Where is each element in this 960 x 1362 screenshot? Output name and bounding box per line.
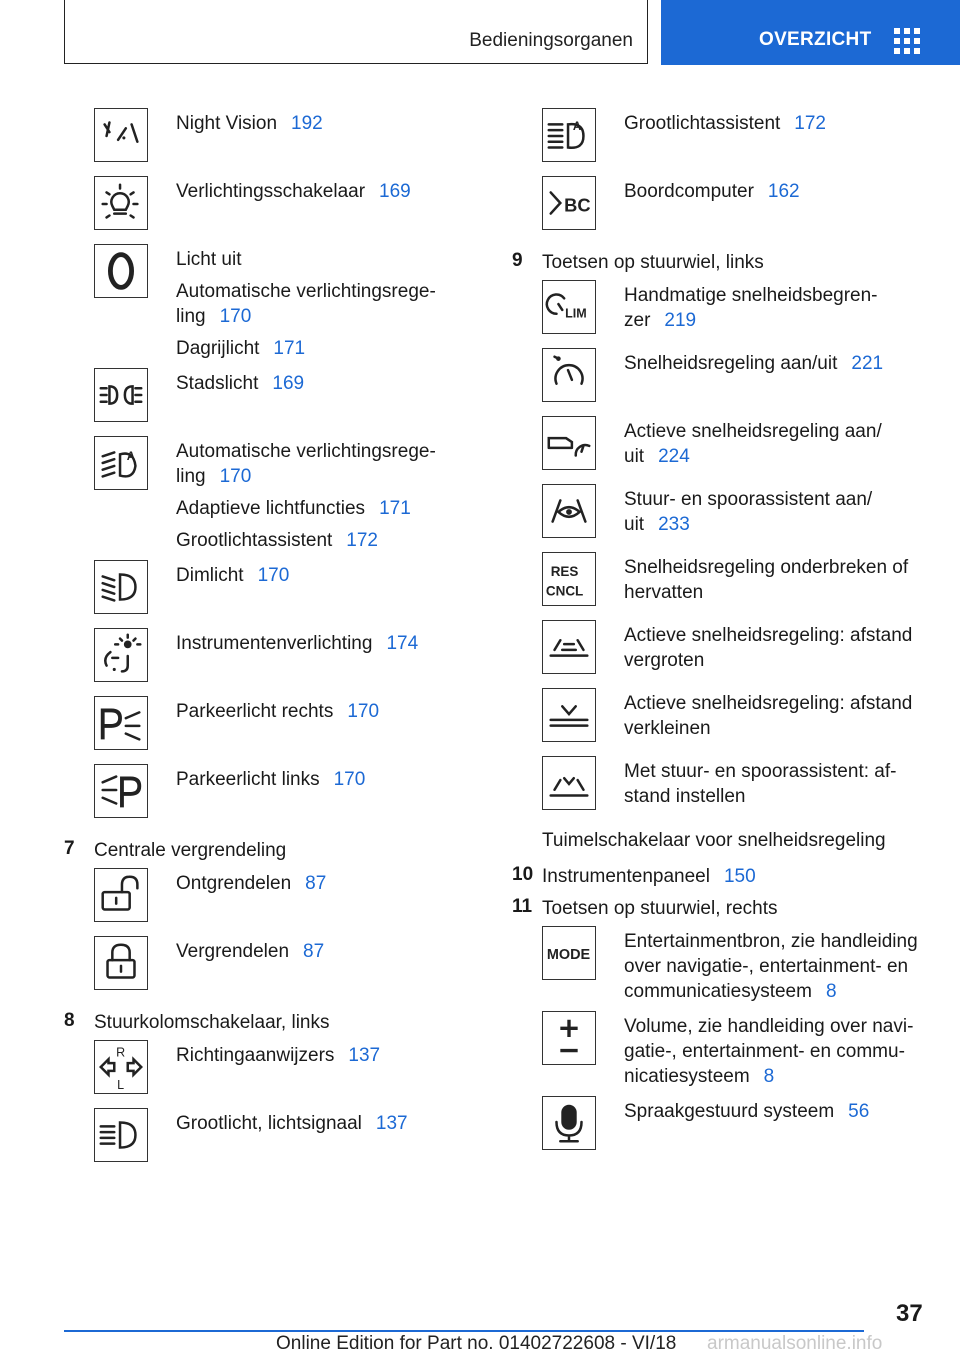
item-automatische-verlichtingsrege-ling — [176, 439, 454, 489]
left-column — [64, 108, 454, 1176]
light-switch-icon — [94, 176, 148, 230]
item-spraakgestuurd-systeem — [624, 1099, 869, 1124]
lane-assist-icon — [542, 484, 596, 538]
item-volume-zie-handleiding-over-navi-gatie-entertainment-en-commu-nicatiesysteem — [624, 1014, 932, 1089]
item-text — [624, 416, 932, 484]
item-text — [624, 688, 932, 756]
item-parkeerlicht-rechts — [176, 699, 379, 724]
page-reference[interactable]: 137 — [375, 1113, 408, 1134]
page-reference[interactable]: 170 — [219, 466, 252, 487]
item-text — [176, 1108, 408, 1176]
item-text — [624, 620, 932, 688]
item-label: Grootlichtassistent — [624, 113, 781, 134]
page-reference[interactable]: 219 — [664, 310, 697, 331]
board-computer-icon — [542, 176, 596, 230]
item-licht-uit — [176, 247, 454, 272]
item-label: Adaptieve lichtfuncties — [176, 498, 366, 519]
page-reference[interactable]: 137 — [348, 1045, 381, 1066]
page-reference[interactable]: 8 — [825, 981, 837, 1002]
parking-light-left-icon — [94, 764, 148, 818]
svg-text:BC: BC — [564, 194, 591, 216]
item-label: Verlichtingsschakelaar — [176, 181, 366, 202]
item-stadslicht — [176, 371, 304, 396]
active-cruise-icon — [542, 416, 596, 470]
page-reference[interactable]: 221 — [851, 353, 884, 374]
item-text — [176, 436, 454, 560]
item-label: Snelheidsregeling onderbreken of hervatten — [624, 557, 909, 603]
svg-text:R: R — [116, 1045, 126, 1060]
item-text — [176, 764, 365, 832]
section-title: Bedieningsorganen — [469, 30, 633, 51]
item-row — [94, 936, 454, 1004]
item-label: Stuur- en spoorassistent aan/ uit — [624, 489, 873, 535]
page-reference[interactable]: 87 — [305, 873, 327, 894]
item-text — [624, 280, 932, 348]
item-entertainmentbron-zie-handleiding-over-navigatie-entertainment-en-communicatiesysteem — [624, 929, 932, 1004]
page-reference[interactable]: 169 — [272, 373, 305, 394]
section-title: Centrale vergrendeling — [94, 840, 287, 861]
item-label: Grootlicht, lichtsignaal — [176, 1113, 362, 1134]
item-text — [624, 484, 932, 552]
watermark: armanualsonline.info — [707, 1333, 883, 1354]
item-text — [624, 552, 932, 620]
item-text — [176, 244, 454, 368]
overview-tab-label: OVERZICHT — [759, 29, 872, 50]
parking-lights-icon — [94, 368, 148, 422]
auto-headlight-icon — [94, 436, 148, 490]
item-row — [542, 1096, 932, 1164]
section-number: 8 — [64, 1010, 75, 1031]
section-8 — [64, 1010, 454, 1040]
voice-control-icon — [542, 1096, 596, 1150]
item-verlichtingsschakelaar — [176, 179, 411, 204]
section-7 — [64, 838, 454, 868]
item-row — [94, 108, 454, 176]
item-row — [94, 1108, 454, 1176]
mode-icon — [542, 926, 596, 980]
lock-icon — [94, 936, 148, 990]
page-reference[interactable]: 150 — [723, 866, 756, 887]
item-text — [624, 756, 932, 824]
item-text — [624, 1011, 932, 1096]
item-row — [542, 926, 932, 1011]
svg-text:RES: RES — [550, 564, 579, 580]
page-reference[interactable]: 87 — [303, 941, 325, 962]
page-reference[interactable]: 172 — [794, 113, 826, 134]
item-label: Richtingaanwijzers — [176, 1045, 335, 1066]
page-reference[interactable]: 8 — [763, 1066, 775, 1087]
rocker-switch-text: Tuimelschakelaar voor snelheidsregeling — [542, 830, 886, 851]
item-label: Spraakgestuurd systeem — [624, 1101, 835, 1122]
item-label: Dagrijlicht — [176, 338, 260, 359]
section-title: Toetsen op stuurwiel, rechts — [542, 898, 778, 919]
item-grootlicht-lichtsignaal — [176, 1111, 408, 1136]
header-section-box — [64, 0, 648, 64]
distance-set-icon — [542, 756, 596, 810]
item-text — [176, 936, 324, 1004]
item-row — [542, 176, 932, 244]
item-text — [624, 1096, 869, 1164]
item-label: Grootlichtassistent — [176, 530, 333, 551]
svg-text:MODE: MODE — [546, 946, 591, 963]
right-column — [512, 108, 932, 1164]
item-label: Vergrendelen — [176, 941, 290, 962]
item-text — [176, 1040, 380, 1108]
item-actieve-snelheidsregeling-afstand-verkleinen — [624, 691, 932, 741]
item-row — [542, 484, 932, 552]
section-number: 11 — [512, 896, 533, 917]
high-beam-icon — [94, 1108, 148, 1162]
item-parkeerlicht-links — [176, 767, 365, 792]
svg-text:A: A — [126, 451, 136, 464]
parking-light-right-icon — [94, 696, 148, 750]
item-grootlichtassistent — [176, 528, 454, 553]
item-boordcomputer — [624, 179, 800, 204]
item-label: Night Vision — [176, 113, 278, 134]
item-adaptieve-lichtfuncties — [176, 496, 454, 521]
item-grootlichtassistent — [624, 111, 826, 136]
item-row — [94, 868, 454, 936]
item-dagrijlicht — [176, 336, 454, 361]
page-reference[interactable]: 171 — [379, 498, 411, 519]
instrument-lighting-icon — [94, 628, 148, 682]
item-handmatige-snelheidsbegren-zer — [624, 283, 932, 333]
section-title: Stuurkolomschakelaar, links — [94, 1012, 330, 1033]
page-reference[interactable]: 170 — [219, 306, 252, 327]
item-label: Boordcomputer — [624, 181, 754, 202]
svg-text:A: A — [572, 121, 582, 134]
section-11 — [512, 896, 932, 926]
speed-limiter-icon — [542, 280, 596, 334]
item-row — [94, 436, 454, 560]
section-number: 7 — [64, 838, 75, 859]
item-row — [94, 560, 454, 628]
rocker-switch-line — [542, 828, 932, 864]
item-text — [176, 628, 418, 696]
item-row — [542, 416, 932, 484]
item-snelheidsregeling-aan-uit — [624, 351, 883, 376]
item-row — [542, 552, 932, 620]
item-row — [542, 688, 932, 756]
item-row — [94, 244, 454, 368]
section-number: 10 — [512, 864, 534, 885]
item-text — [176, 696, 379, 764]
distance-increase-icon — [542, 620, 596, 674]
footer-rule — [64, 1330, 864, 1332]
item-row — [542, 620, 932, 688]
item-text — [624, 926, 932, 1011]
item-text — [176, 108, 323, 176]
item-label: Dimlicht — [176, 565, 244, 586]
item-row — [94, 1040, 454, 1108]
low-beam-icon — [94, 560, 148, 614]
item-night-vision — [176, 111, 323, 136]
item-text — [624, 108, 826, 176]
item-label: Automatische verlichtingsrege-ling — [176, 281, 436, 327]
item-label: Ontgrendelen — [176, 873, 292, 894]
item-actieve-snelheidsregeling-aan-uit — [624, 419, 932, 469]
item-vergrendelen — [176, 939, 324, 964]
page-reference[interactable]: 162 — [767, 181, 800, 202]
section-title: Instrumentenpaneel — [542, 866, 710, 887]
svg-text:CNCL: CNCL — [545, 583, 584, 599]
item-label: Actieve snelheidsregeling: afstand vergroten — [624, 625, 913, 671]
svg-text:LIM: LIM — [565, 306, 587, 321]
item-automatische-verlichtingsrege-ling — [176, 279, 454, 329]
item-row — [542, 756, 932, 824]
section-title: Toetsen op stuurwiel, links — [542, 252, 764, 273]
page-reference[interactable]: 172 — [346, 530, 378, 551]
page-reference[interactable]: 56 — [848, 1101, 870, 1122]
page-reference[interactable]: 174 — [386, 633, 419, 654]
item-text — [176, 368, 304, 436]
page-reference[interactable]: 233 — [658, 514, 690, 535]
item-row — [94, 628, 454, 696]
item-label: Entertainmentbron, zie handleiding over navigatie-, entertainment- en communicatiesysteem — [624, 931, 918, 1002]
item-row — [94, 764, 454, 832]
cruise-control-icon — [542, 348, 596, 402]
section-9 — [512, 250, 932, 280]
item-label: Licht uit — [176, 249, 242, 270]
item-row — [94, 696, 454, 764]
volume-icon — [542, 1011, 596, 1065]
item-instrumentenverlichting — [176, 631, 418, 656]
item-label: Actieve snelheidsregeling: afstand verkleinen — [624, 693, 913, 739]
item-row — [542, 1011, 932, 1096]
page-reference[interactable]: 192 — [291, 113, 323, 134]
item-row — [94, 176, 454, 244]
edition-text: Online Edition for Part no. 01402722608 - VI/18 — [276, 1333, 677, 1354]
item-stuur-en-spoorassistent-aan-uit — [624, 487, 932, 537]
distance-decrease-icon — [542, 688, 596, 742]
item-row — [94, 368, 454, 436]
item-text — [176, 868, 326, 936]
item-text — [176, 560, 289, 628]
item-label: Instrumentenverlichting — [176, 633, 373, 654]
turn-signal-icon — [94, 1040, 148, 1094]
item-text — [176, 176, 411, 244]
item-label: Stadslicht — [176, 373, 259, 394]
item-text — [624, 348, 883, 416]
page-number: 37 — [896, 1300, 923, 1327]
unlock-icon — [94, 868, 148, 922]
page-reference[interactable]: 170 — [257, 565, 290, 586]
item-row — [542, 108, 932, 176]
item-label: Parkeerlicht links — [176, 769, 320, 790]
item-label: Actieve snelheidsregeling aan/ uit — [624, 421, 882, 467]
section-number: 9 — [512, 250, 523, 271]
item-row — [542, 348, 932, 416]
item-label: Snelheidsregeling aan/uit — [624, 353, 838, 374]
item-ontgrendelen — [176, 871, 326, 896]
night-vision-icon — [94, 108, 148, 162]
lights-off-zero-icon — [94, 244, 148, 298]
item-snelheidsregeling-onderbreken-of-hervatten — [624, 555, 932, 605]
page-reference[interactable]: 169 — [379, 181, 411, 202]
overview-tab[interactable] — [661, 0, 960, 65]
page-reference[interactable]: 170 — [347, 701, 380, 722]
item-label: Automatische verlichtingsrege-ling — [176, 441, 436, 487]
item-label: Volume, zie handleiding over navi-gatie-, entertainment- en commu-nicatiesysteem — [624, 1016, 914, 1087]
item-dimlicht — [176, 563, 289, 588]
page-reference[interactable]: 224 — [658, 446, 690, 467]
item-label: Handmatige snelheidsbegren-zer — [624, 285, 878, 331]
grid-menu-icon — [894, 28, 920, 54]
item-actieve-snelheidsregeling-afstand-vergroten — [624, 623, 932, 673]
item-label: Met stuur- en spoorassistent: af-stand instellen — [624, 761, 897, 807]
item-richtingaanwijzers — [176, 1043, 380, 1068]
item-met-stuur-en-spoorassistent-af-stand-instellen — [624, 759, 932, 809]
item-label: Parkeerlicht rechts — [176, 701, 334, 722]
high-beam-assistant-icon — [542, 108, 596, 162]
res-cncl-icon — [542, 552, 596, 606]
page-reference[interactable]: 170 — [333, 769, 366, 790]
item-row — [542, 280, 932, 348]
section-10 — [512, 864, 932, 896]
page-reference[interactable]: 171 — [273, 338, 306, 359]
item-text — [624, 176, 800, 244]
svg-text:L: L — [117, 1078, 125, 1093]
